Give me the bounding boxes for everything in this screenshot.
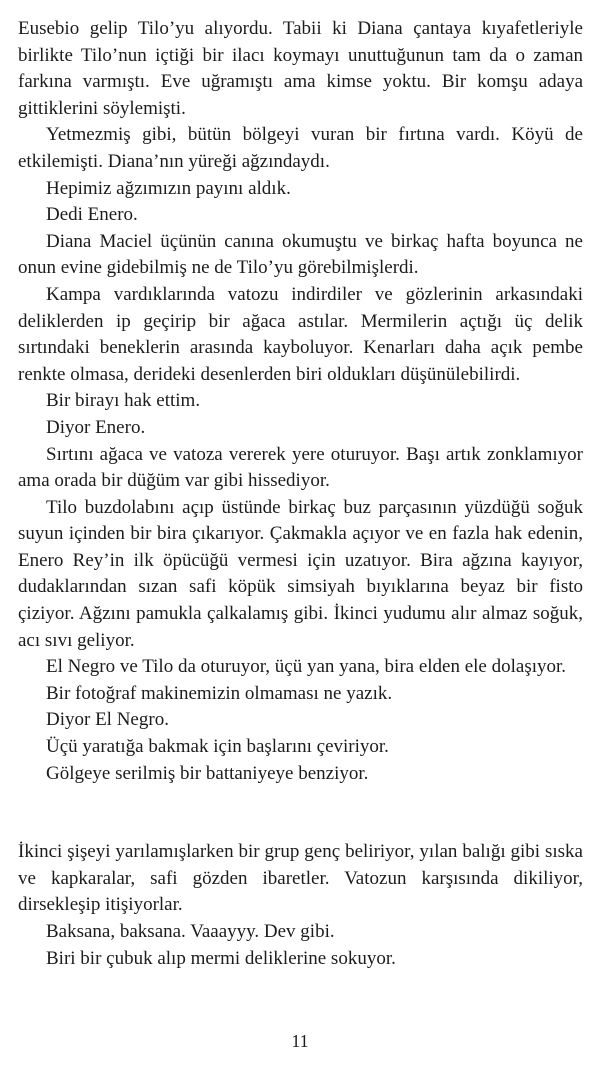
paragraph: Yetmezmiş gibi, bütün bölgeyi vuran bir fırtına vardı. Köyü de etkilemişti. Diana’nın yüreği ağzındaydı. bbox=[18, 124, 583, 172]
paragraph: Gölgeye serilmiş bir battaniyeye benziyor. bbox=[46, 762, 369, 784]
paragraph: Diyor El Negro. bbox=[46, 709, 169, 731]
paragraph: Üçü yaratığa bakmak için başlarını çeviriyor. bbox=[46, 736, 389, 758]
page-number: 11 bbox=[291, 1031, 309, 1051]
paragraph: Hepimiz ağzımızın payını aldık. bbox=[46, 177, 291, 199]
paragraph: Eusebio gelip Tilo’yu alıyordu. Tabii ki Diana çantaya kıyafetleriyle birlikte Tilo’nun içtiği bir ilacı koymayı unuttuğunun tam da o zaman farkına varmıştı. Eve uğramıştı ama kimse yoktu. Bir komşu adaya gittiklerini söylemişti. bbox=[18, 18, 583, 119]
paragraph: Dedi Enero. bbox=[46, 204, 138, 226]
section-break bbox=[18, 787, 583, 839]
section-1 bbox=[18, 16, 583, 787]
paragraph: Sırtını ağaca ve vatoza vererek yere oturuyor. Başı artık zonklamıyor ama orada bir düğüm var gibi hissediyor. bbox=[18, 443, 583, 492]
paragraph: Tilo buzdolabını açıp üstünde birkaç buz parçasının yüzdüğü soğuk suyun içinden bir bira çıkarıyor. Çakmakla açıyor ve en fazla hak edenin, Enero Rey’in ilk öpücüğü vermesi için uzatıyor. Bira ağzına kayıyor, dudaklarından sızan safi köpük simsiyah bıyıklarına beyaz bir fisto çiziyor. Ağzını pamukla çalkalamış gibi. İkinci yudumu alır almaz soğuk, acı sıvı geliyor. bbox=[18, 496, 583, 651]
paragraph: Diana Maciel üçünün canına okumuştu ve birkaç hafta boyunca ne onun evine gidebilmiş ne de Tilo’yu görebilmişlerdi. bbox=[18, 230, 583, 279]
paragraph: Kampa vardıklarında vatozu indirdiler ve gözlerinin arkasındaki deliklerden ip geçirip bir ağaca astılar. Mermilerin açtığı üç delik sırtındaki beneklerin arasında kayboluyor. Kenarları daha açık pembe renkte olmasa, derideki desenlerden biri oldukları düşünülebilirdi. bbox=[18, 283, 583, 385]
paragraph: El Negro ve Tilo da oturuyor, üçü yan yana, bira elden ele dolaşıyor. bbox=[46, 656, 567, 678]
paragraph: Diyor Enero. bbox=[46, 416, 146, 438]
paragraph: Baksana, baksana. Vaaayyy. Dev gibi. bbox=[46, 921, 335, 942]
paragraph: İkinci şişeyi yarılamışlarken bir grup genç beliriyor, yılan balığı gibi sıska ve kapkaralar, safi gözden ibaretler. Vatozun karşısında dikiliyor, dirsekleşip itişiyorlar. bbox=[18, 841, 583, 916]
section-2 bbox=[18, 839, 583, 972]
paragraph: Biri bir çubuk alıp mermi deliklerine sokuyor. bbox=[46, 947, 396, 969]
paragraph: Bir birayı hak ettim. bbox=[46, 390, 201, 412]
paragraph: Bir fotoğraf makinemizin olmaması ne yazık. bbox=[46, 682, 393, 704]
